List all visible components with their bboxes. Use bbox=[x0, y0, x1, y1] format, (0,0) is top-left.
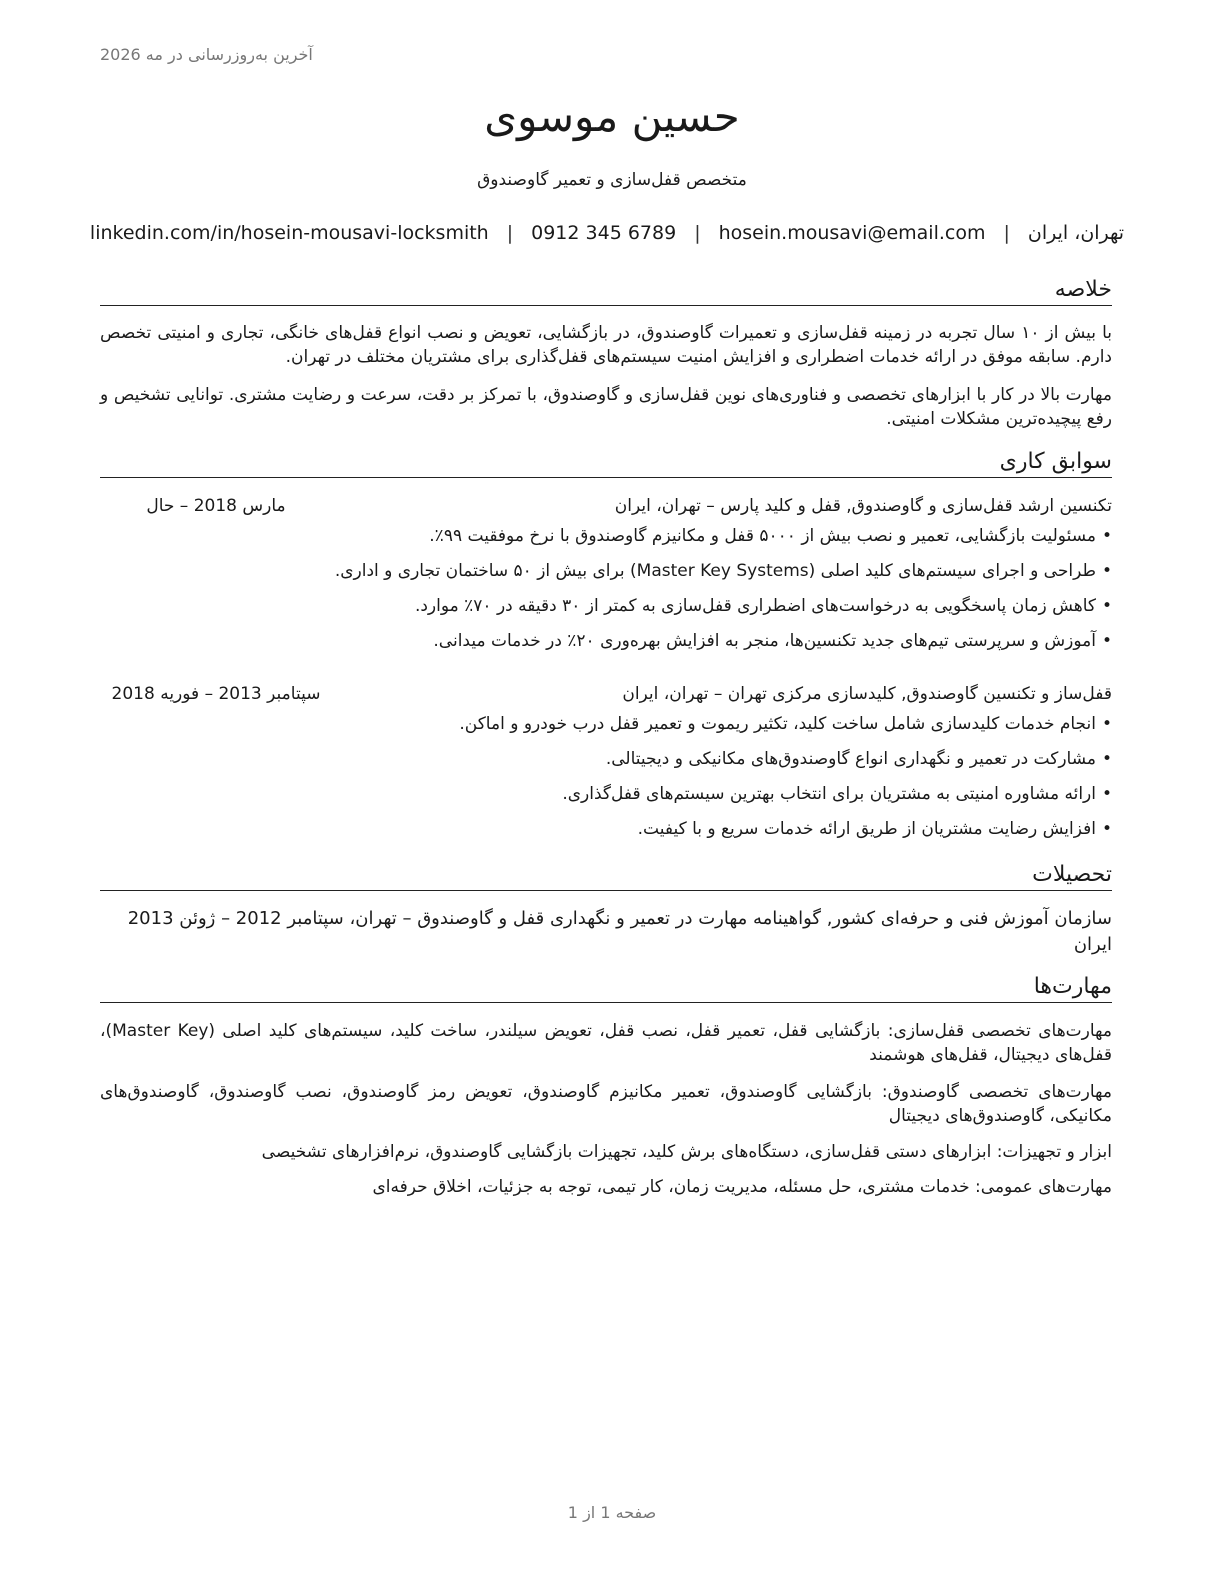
job-header bbox=[100, 494, 1112, 518]
list-item: • ارائه مشاوره امنیتی به مشتریان برای انتخاب بهترین سیستم‌های قفل‌گذاری. bbox=[100, 782, 1112, 817]
last-updated-note: آخرین به‌روزرسانی در مه 2026 bbox=[100, 45, 313, 64]
skill-item: ابزار و تجهیزات: ابزارهای دستی قفل‌سازی، دستگاه‌های برش کلید، تجهیزات بازگشایی گاوصندوق، نرم‌افزارهای تشخیصی bbox=[261, 1142, 1112, 1162]
skill-item: مهارت‌های تخصصی قفل‌سازی: بازگشایی قفل، تعمیر قفل، نصب قفل، تعویض سیلندر، ساخت کلید، سیستم‌های کلید اصلی (Master Key)، قفل‌های دیجیتال، قفل‌های هوشمند bbox=[100, 1021, 1112, 1065]
job-title: تکنسین ارشد قفل‌سازی و گاوصندوق, قفل و کلید پارس – تهران، ایران bbox=[614, 496, 1112, 516]
summary-paragraph: با بیش از ۱۰ سال تجربه در زمینه قفل‌سازی و تعمیرات گاوصندوق، در بازگشایی، تعویض و نصب انواع قفل‌های خانگی، تجاری و امنیتی تخصص دارم. سابقه موفق در ارائه خدمات اضطراری و افزایش امنیت سیستم‌های قفل‌گذاری برای مشتریان مختلف در تهران. bbox=[100, 323, 1113, 367]
education-heading: تحصیلات bbox=[100, 861, 1112, 891]
list-item: • آموزش و سرپرستی تیم‌های جدید تکنسین‌ها، منجر به افزایش بهره‌وری ۲۰٪ در خدمات میدانی. bbox=[100, 629, 1112, 664]
skill-item: مهارت‌های تخصصی گاوصندوق: بازگشایی گاوصندوق، تعمیر مکانیزم گاوصندوق، تعویض رمز گاوصندوق، نصب گاوصندوق، گاوصندوق‌های مکانیکی، گاوصندوق‌های دیجیتال bbox=[100, 1082, 1112, 1126]
contact-separator: | bbox=[694, 222, 701, 244]
job-dates: سپتامبر 2013 – فوریه 2018 bbox=[111, 684, 321, 704]
list-item: • مسئولیت بازگشایی، تعمیر و نصب بیش از ۵۰۰۰ قفل و مکانیزم گاوصندوق با نرخ موفقیت ۹۹٪. bbox=[100, 524, 1112, 559]
summary-heading: خلاصه bbox=[100, 276, 1112, 306]
contact-linkedin[interactable]: linkedin.com/in/hosein-mousavi-locksmith bbox=[89, 222, 489, 244]
list-item: • کاهش زمان پاسخگویی به درخواست‌های اضطراری قفل‌سازی به کمتر از ۳۰ دقیقه در ۷۰٪ موارد. bbox=[100, 594, 1112, 629]
job-title-headline: متخصص قفل‌سازی و تعمیر گاوصندوق bbox=[477, 170, 747, 190]
contact-separator: | bbox=[506, 222, 514, 244]
skill-item: مهارت‌های عمومی: خدمات مشتری، حل مسئله، مدیریت زمان، کار تیمی، توجه به جزئیات، اخلاق حرفه‌ای bbox=[372, 1177, 1112, 1197]
job-bullets bbox=[100, 712, 1112, 852]
list-item: • مشارکت در تعمیر و نگهداری انواع گاوصندوق‌های مکانیکی و دیجیتالی. bbox=[100, 747, 1112, 782]
list-item: • افزایش رضایت مشتریان از طریق ارائه خدمات سریع و با کیفیت. bbox=[100, 817, 1112, 852]
job-header bbox=[100, 682, 1112, 706]
contact-email[interactable]: hosein.mousavi@email.com bbox=[718, 222, 986, 244]
skills-heading: مهارت‌ها bbox=[100, 973, 1112, 1003]
list-item: • طراحی و اجرای سیستم‌های کلید اصلی (Master Key Systems) برای بیش از ۵۰ ساختمان تجاری و اداری. bbox=[100, 559, 1112, 594]
experience-heading: سوابق کاری bbox=[100, 448, 1112, 478]
education-entry: سازمان آموزش فنی و حرفه‌ای کشور, گواهینامه مهارت در تعمیر و نگهداری قفل و گاوصندوق – تهران، سپتامبر 2012 – ژوئن 2013 ایران bbox=[127, 908, 1112, 955]
contact-location: تهران، ایران bbox=[1027, 222, 1125, 244]
contact-separator: | bbox=[1003, 222, 1010, 244]
list-item: • انجام خدمات کلیدسازی شامل ساخت کلید، تکثیر ریموت و تعمیر قفل درب خودرو و اماکن. bbox=[100, 712, 1112, 747]
job-dates: مارس 2018 – حال bbox=[146, 496, 286, 516]
job-bullets bbox=[100, 524, 1112, 664]
contact-line bbox=[89, 222, 1125, 244]
job-title: قفل‌ساز و تکنسین گاوصندوق, کلیدسازی مرکزی تهران – تهران، ایران bbox=[622, 684, 1112, 704]
summary-paragraph: مهارت بالا در کار با ابزارهای تخصصی و فناوری‌های نوین قفل‌سازی و گاوصندوق، با تمرکز بر دقت، سرعت و رضایت مشتری. توانایی تشخیص و رفع پیچیده‌ترین مشکلات امنیتی. bbox=[100, 385, 1112, 429]
contact-phone: 0912 345 6789 bbox=[531, 222, 677, 244]
page-number: صفحه 1 از 1 bbox=[567, 1503, 657, 1522]
person-name: حسین موسوی bbox=[484, 92, 740, 141]
